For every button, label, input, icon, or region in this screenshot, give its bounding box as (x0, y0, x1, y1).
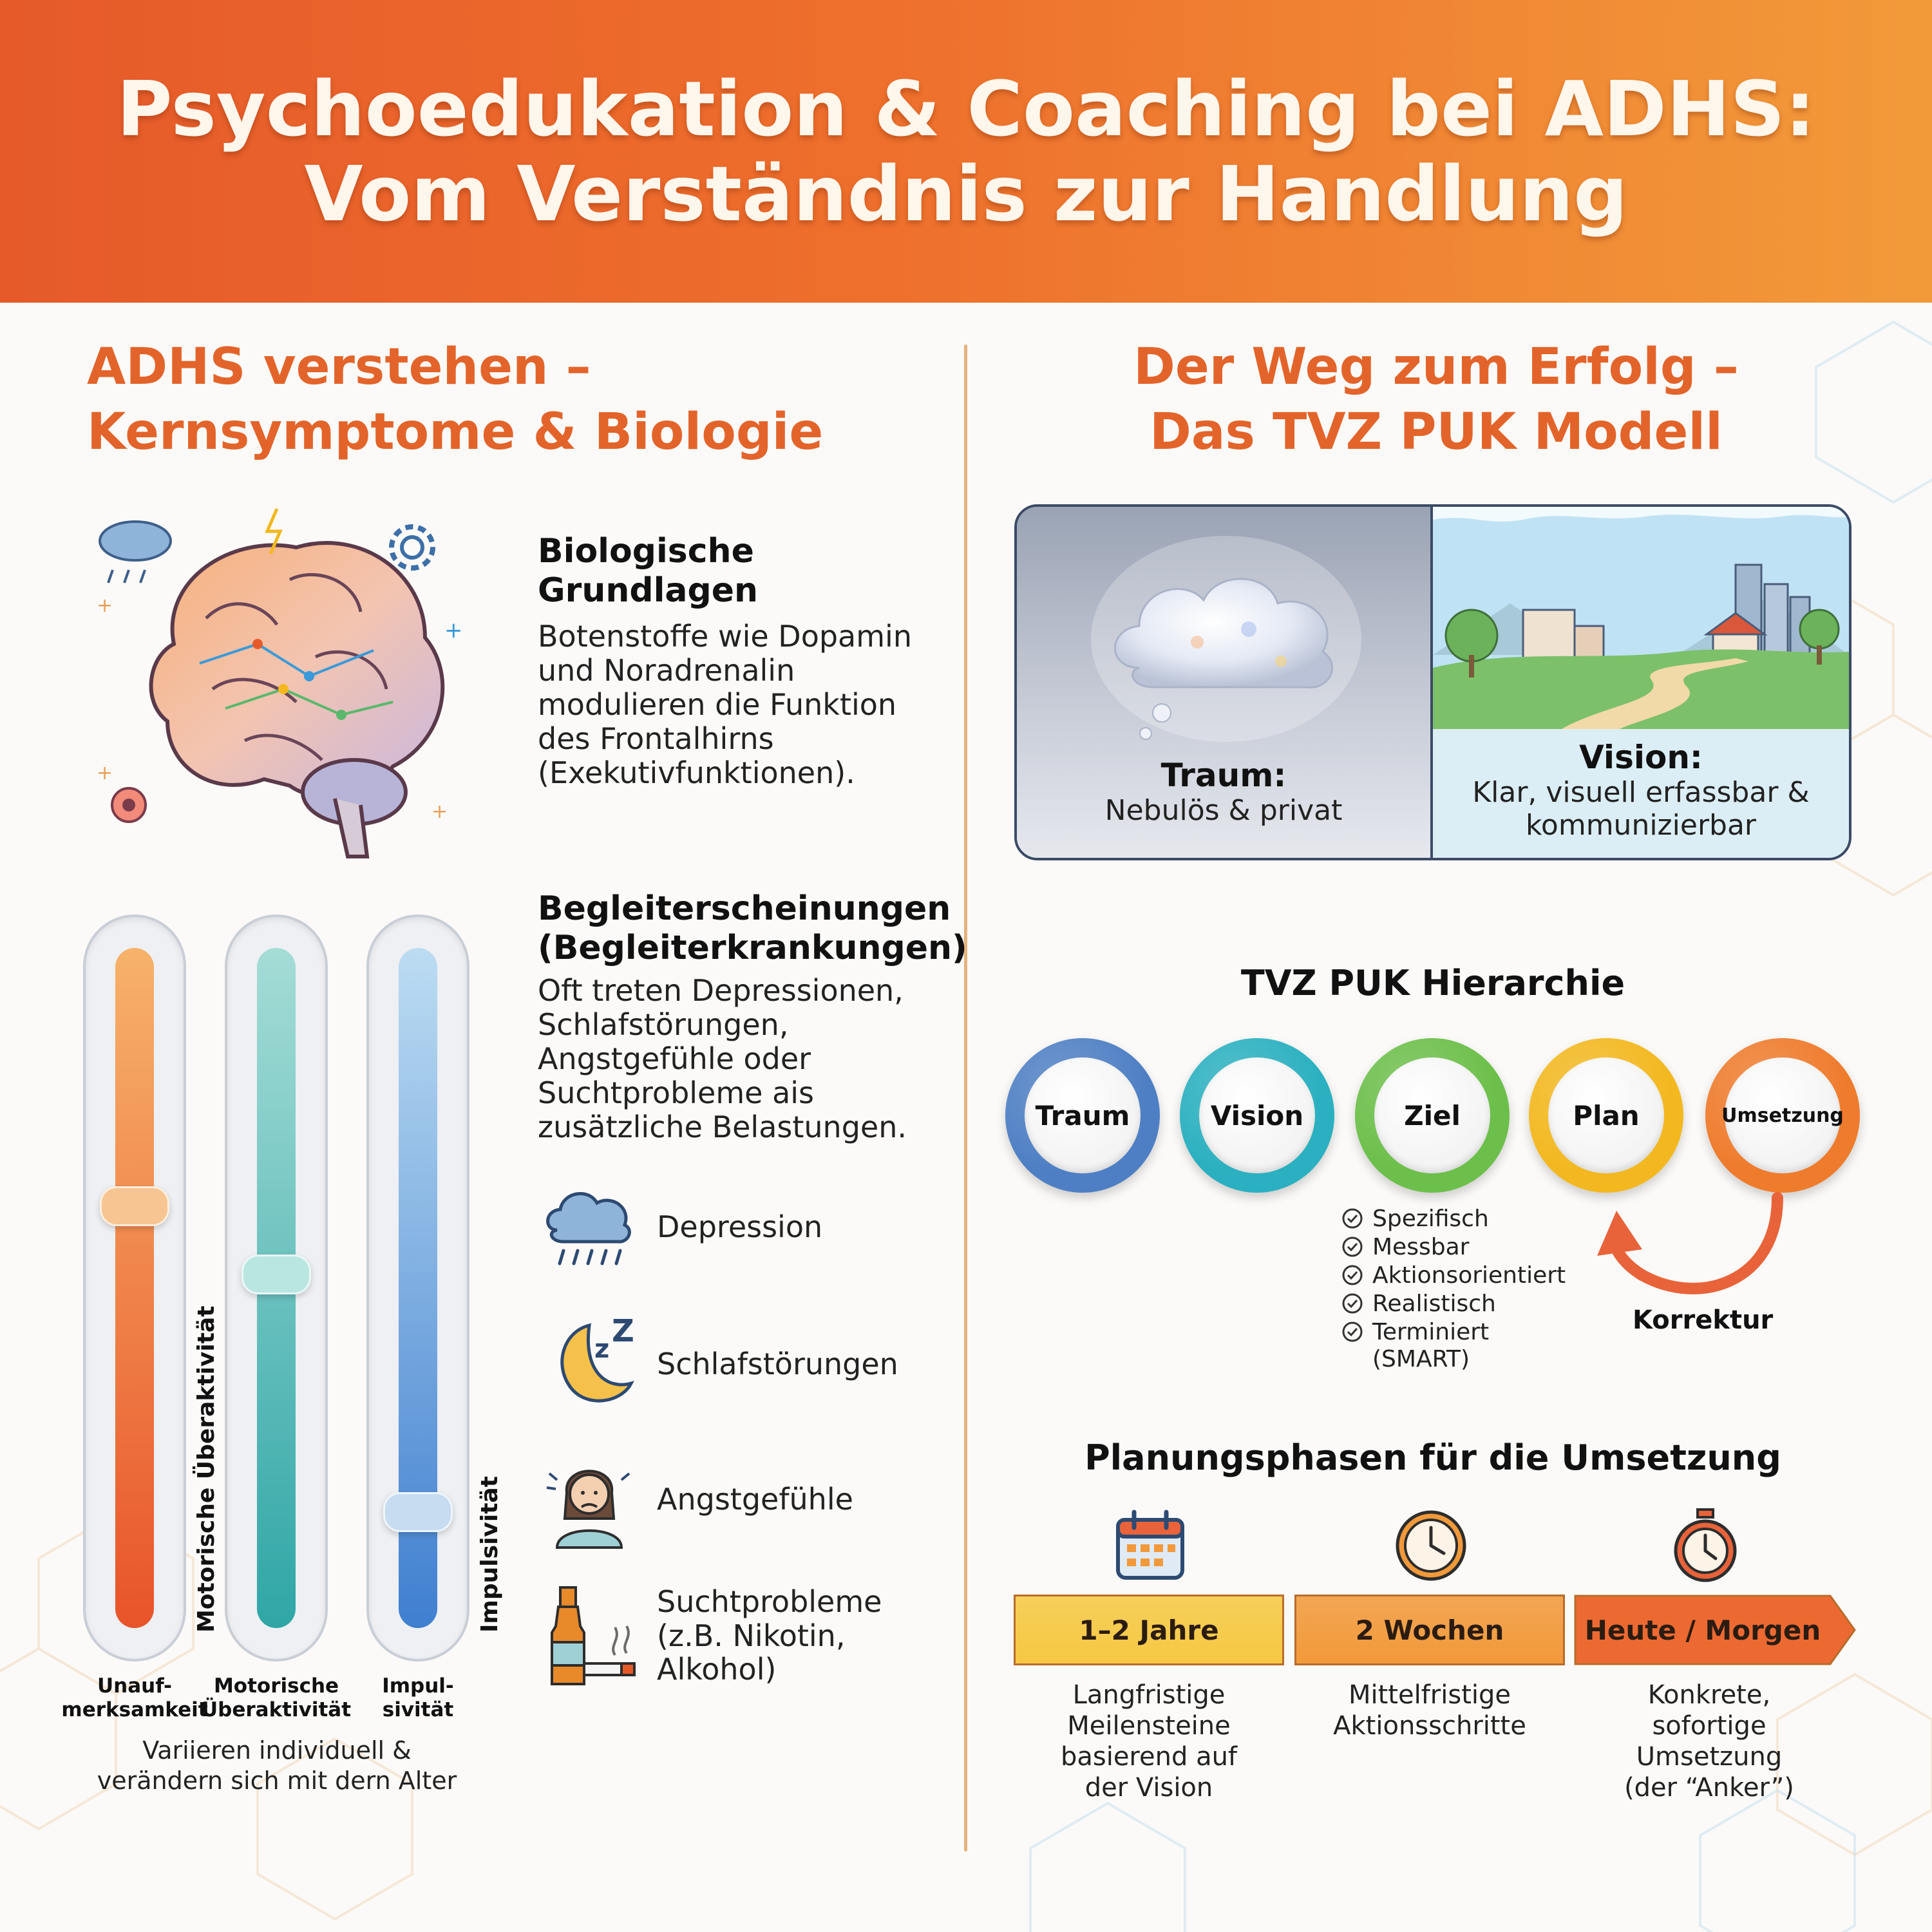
vertical-label-impulsivity: Impulsivität (477, 1476, 503, 1633)
hierarchy-step-inner (1548, 1057, 1664, 1173)
correction-arrow-icon (1584, 1185, 1803, 1314)
phase-desc-line: sofortige (1652, 1711, 1766, 1741)
check-circle-icon (1341, 1236, 1363, 1258)
slider-footer-line: verändern sich mit dern Alter (97, 1766, 457, 1795)
vision-landscape-icon (1433, 507, 1849, 729)
hierarchy-step-vision (1180, 1038, 1334, 1193)
phase-desc-line: Umsetzung (1636, 1742, 1783, 1772)
slider-footer-line: Variieren individuell & (142, 1736, 412, 1765)
comorbidity-label-line: (z.B. Nikotin, (657, 1618, 846, 1653)
slider-footer (64, 1736, 489, 1796)
hierarchy-step-label: Traum (1035, 1099, 1130, 1132)
hierarchy-step-label: Umsetzung (1721, 1104, 1844, 1127)
dream-vision-panel (1014, 504, 1852, 860)
comorbidity-text (538, 974, 907, 1144)
slider-caption-line: Impul- (382, 1674, 454, 1698)
comorbidity-title-line2: (Begleiterkrankungen) (538, 928, 967, 967)
hierarchy-step-label: Plan (1573, 1099, 1640, 1132)
right-title-line2: Das TVZ PUK Modell (1150, 403, 1723, 462)
smart-item (1341, 1289, 1566, 1318)
slider-caption (341, 1674, 495, 1721)
phase-desc-line: Aktionsschritte (1333, 1711, 1526, 1741)
dream-text (1017, 757, 1430, 827)
rain-cloud-icon (535, 1172, 644, 1282)
biology-text-line: Botenstoffe wie Dopamin (538, 619, 912, 654)
correction-label: Korrektur (1633, 1305, 1774, 1335)
slider-knob (242, 1255, 311, 1294)
comorbidity-title-line1: Begleiterscheinungen (538, 889, 951, 928)
svg-text:+: + (97, 762, 113, 784)
left-section-title (87, 335, 924, 466)
stopwatch-icon (1667, 1507, 1744, 1584)
comorbidity-item-addiction (535, 1581, 960, 1690)
smart-item (1341, 1261, 1566, 1289)
smart-criteria-list (1341, 1204, 1566, 1374)
hierarchy-step-inner (1374, 1057, 1490, 1173)
phase-desc-line: der Vision (1084, 1773, 1213, 1803)
right-section-title (1018, 335, 1855, 466)
check-circle-icon (1341, 1321, 1363, 1343)
calendar-icon (1112, 1507, 1189, 1584)
biology-text-line: und Noradrenalin (538, 652, 795, 688)
left-title-line2: Kernsymptome & Biologie (87, 403, 824, 462)
check-circle-icon (1341, 1264, 1363, 1286)
main-title-line2: Vom Verständnis zur Handlung (304, 149, 1628, 238)
biology-title-line2: Grundlagen (538, 571, 759, 610)
biology-title-line1: Biologische (538, 532, 754, 571)
moon-zzz-icon (535, 1309, 644, 1419)
slider-hyperactivity (225, 914, 328, 1662)
hierarchy-step-label: Ziel (1404, 1099, 1461, 1132)
anxious-person-icon (535, 1444, 644, 1554)
phase-desc-line: Konkrete, (1647, 1680, 1771, 1710)
svg-text:+: + (97, 594, 113, 617)
svg-text:Z: Z (612, 1313, 634, 1349)
phase-desc-line: basierend auf (1060, 1742, 1238, 1772)
slider-caption-line: Überaktivität (201, 1698, 352, 1721)
left-title-line1: ADHS verstehen – (87, 338, 591, 396)
biology-title (538, 532, 758, 611)
slider-caption-line: Motorische (213, 1674, 339, 1698)
comorbidity-item-sleep (535, 1309, 960, 1419)
svg-text:+: + (431, 800, 448, 823)
comorbidity-title (538, 889, 967, 968)
main-title-line1: Psychoedukation & Coaching bei ADHS: (117, 64, 1815, 153)
comorbidity-label-line: Suchtprobleme (657, 1584, 882, 1619)
check-circle-icon (1341, 1208, 1363, 1229)
comorbidity-item-anxiety (535, 1444, 960, 1554)
comorbidity-text-line: Suchtprobleme ais (538, 1075, 815, 1110)
biology-text-line: (Exekutivfunktionen). (538, 755, 855, 790)
comorbidity-text-line: Angstgefühle oder (538, 1041, 811, 1076)
slider-knob (100, 1186, 169, 1226)
vision-title: Vision: (1579, 739, 1703, 776)
hierarchy-step-traum (1005, 1038, 1160, 1193)
hierarchy-step-umsetzung (1705, 1038, 1860, 1193)
slider-inattention (83, 914, 186, 1662)
slider-impulsivity (366, 914, 469, 1662)
hierarchy-step-inner (1199, 1057, 1315, 1173)
phase-mid-term: 2 Wochen (1294, 1595, 1565, 1665)
column-divider (964, 345, 967, 1852)
comorbidity-label: Schlafstörungen (657, 1346, 898, 1381)
hierarchy-step-ziel (1355, 1038, 1510, 1193)
dream-cloud-icon (1088, 526, 1365, 758)
check-circle-icon (1341, 1293, 1363, 1314)
smart-item-label: Realistisch (1372, 1290, 1496, 1317)
smart-note: (SMART) (1372, 1346, 1470, 1372)
phase-desc-short-term (1574, 1680, 1844, 1803)
smart-item-label: Terminiert (1372, 1318, 1490, 1345)
comorbidity-text-line: zusätzliche Belastungen. (538, 1109, 907, 1144)
phases-title: Planungsphasen für die Umsetzung (1084, 1437, 1781, 1478)
svg-text:z: z (594, 1334, 610, 1364)
phase-desc-line: Mittelfristige (1349, 1680, 1511, 1710)
biology-text (538, 620, 912, 790)
vision-sub-line2: kommunizierbar (1526, 809, 1757, 842)
hierarchy-step-plan (1529, 1038, 1683, 1193)
phase-short-term: Heute / Morgen (1584, 1614, 1821, 1646)
header-banner (0, 0, 1932, 303)
brain-illustration-icon (84, 496, 483, 882)
slider-caption-line: sivität (382, 1698, 454, 1721)
vertical-label-hyperactivity: Motorische Überaktivität (193, 1305, 220, 1633)
phase-desc-line: (der “Anker”) (1624, 1773, 1794, 1803)
smart-item (1341, 1204, 1566, 1233)
comorbidity-label (657, 1585, 882, 1687)
comorbidity-label-line: Alkohol) (657, 1652, 777, 1687)
biology-text-line: modulieren die Funktion (538, 687, 897, 722)
slider-caption-line: merksamkeit (61, 1698, 208, 1721)
slider-knob (383, 1492, 453, 1532)
comorbidity-text-line: Oft treten Depressionen, (538, 973, 904, 1008)
dream-title: Traum: (1160, 757, 1287, 794)
svg-text:+: + (444, 618, 463, 643)
phase-desc-line: Langfristige (1072, 1680, 1226, 1710)
hierarchy-step-inner (1025, 1057, 1141, 1173)
comorbidity-label: Angstgefühle (657, 1481, 853, 1517)
smart-item-label: Aktionsorientiert (1372, 1262, 1566, 1289)
comorbidity-text-line: Schlafstörungen, (538, 1007, 789, 1042)
right-title-line1: Der Weg zum Erfolg – (1133, 338, 1739, 396)
comorbidity-item-depression (535, 1172, 960, 1282)
smart-item-label: Messbar (1372, 1233, 1470, 1260)
dream-sub: Nebulös & privat (1104, 794, 1343, 827)
smart-item (1341, 1318, 1566, 1346)
vision-text (1433, 739, 1849, 842)
hierarchy-title: TVZ PUK Hierarchie (1240, 963, 1625, 1003)
slider-fill (115, 948, 154, 1628)
biology-text-line: des Frontalhirns (538, 721, 774, 756)
smart-item (1341, 1233, 1566, 1261)
hierarchy-step-inner (1721, 1057, 1844, 1173)
dream-card (1017, 507, 1433, 858)
vision-card (1433, 507, 1849, 858)
phase-desc-line: Meilensteine (1067, 1711, 1231, 1741)
slider-caption (199, 1674, 354, 1721)
phase-desc-mid-term (1294, 1680, 1565, 1741)
phase-long-term: 1–2 Jahre (1014, 1595, 1284, 1665)
comorbidity-label: Depression (657, 1209, 823, 1244)
vision-sub-line1: Klar, visuell erfassbar & (1472, 776, 1810, 809)
phase-desc-long-term (1014, 1680, 1284, 1803)
slider-caption (57, 1674, 212, 1721)
clock-icon (1392, 1507, 1470, 1584)
hierarchy-step-label: Vision (1210, 1099, 1304, 1132)
slider-caption-line: Unauf- (97, 1674, 173, 1698)
bottle-cigarette-icon (535, 1581, 644, 1690)
smart-item-label: Spezifisch (1372, 1205, 1489, 1232)
